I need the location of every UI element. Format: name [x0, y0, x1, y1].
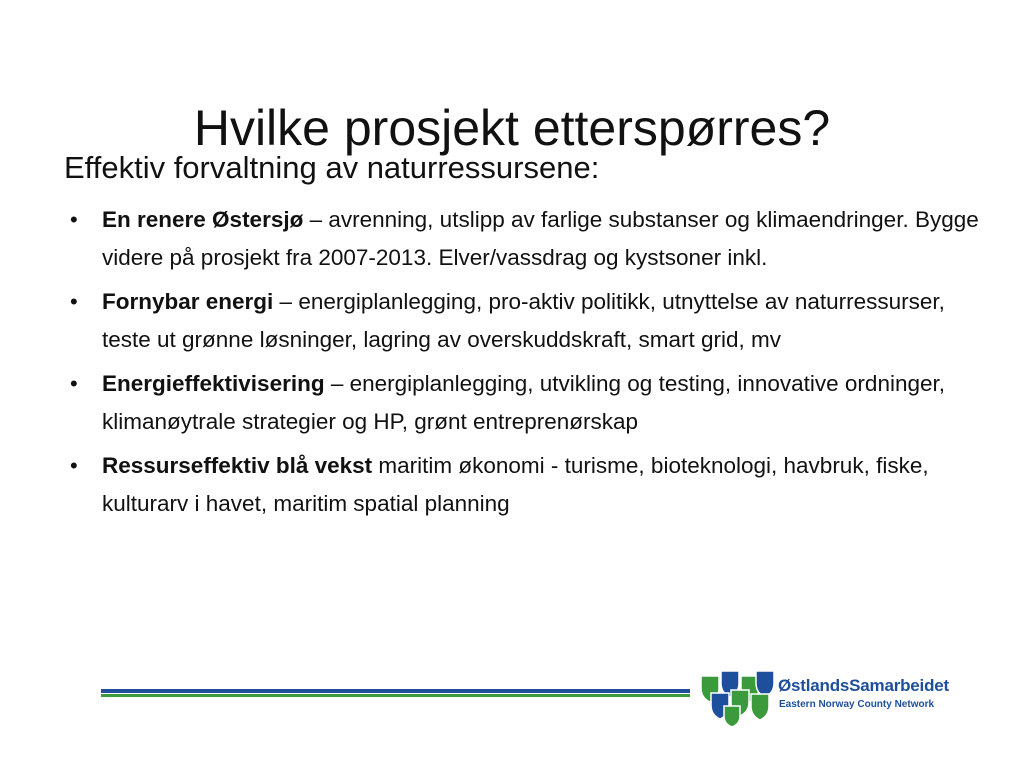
- bullet-dot-icon: •: [70, 371, 78, 396]
- bullet-dot-icon: •: [70, 453, 78, 478]
- bullet-list: [64, 201, 984, 529]
- slide-subtitle: Effektiv forvaltning av naturressursene:: [64, 150, 600, 185]
- bullet-heading: Ressurseffektiv blå vekst: [102, 453, 373, 478]
- bullet-heading: Energieffektivisering: [102, 371, 325, 396]
- bullet-text: – avrenning, utslipp av farlige substanser og klimaendringer. Bygge videre på prosjekt fra 2007-2013. Elver/vassdrag og kystsoner inkl.: [102, 207, 979, 270]
- bullet-item: [64, 283, 984, 359]
- bullet-item: [64, 365, 984, 441]
- bullet-item: [64, 201, 984, 277]
- footer-rule-green: [101, 694, 690, 697]
- logo-tagline: Eastern Norway County Network: [779, 699, 935, 710]
- slide-title: Hvilke prosjekt etterspørres?: [193, 99, 831, 156]
- bullet-heading: En renere Østersjø: [102, 207, 304, 232]
- footer-rule-blue: [101, 689, 690, 693]
- logo-name: ØstlandsSamarbeidet: [778, 676, 949, 695]
- bullet-item: [64, 447, 984, 523]
- bullet-text: – energiplanlegging, utvikling og testing, innovative ordninger, klimanøytrale strategier og HP, grønt entreprenørskap: [102, 371, 945, 434]
- shield-cluster-icon: [698, 668, 778, 728]
- bullet-heading: Fornybar energi: [102, 289, 274, 314]
- bullet-dot-icon: •: [70, 289, 78, 314]
- bullet-dot-icon: •: [70, 207, 78, 232]
- bullet-text: – energiplanlegging, pro-aktiv politikk, utnyttelse av naturressurser, teste ut grønne løsninger, lagring av overskuddskraft, smart grid, mv: [102, 289, 945, 352]
- bullet-text: maritim økonomi - turisme, bioteknologi, havbruk, fiske, kulturarv i havet, maritim spatial planning: [102, 453, 929, 516]
